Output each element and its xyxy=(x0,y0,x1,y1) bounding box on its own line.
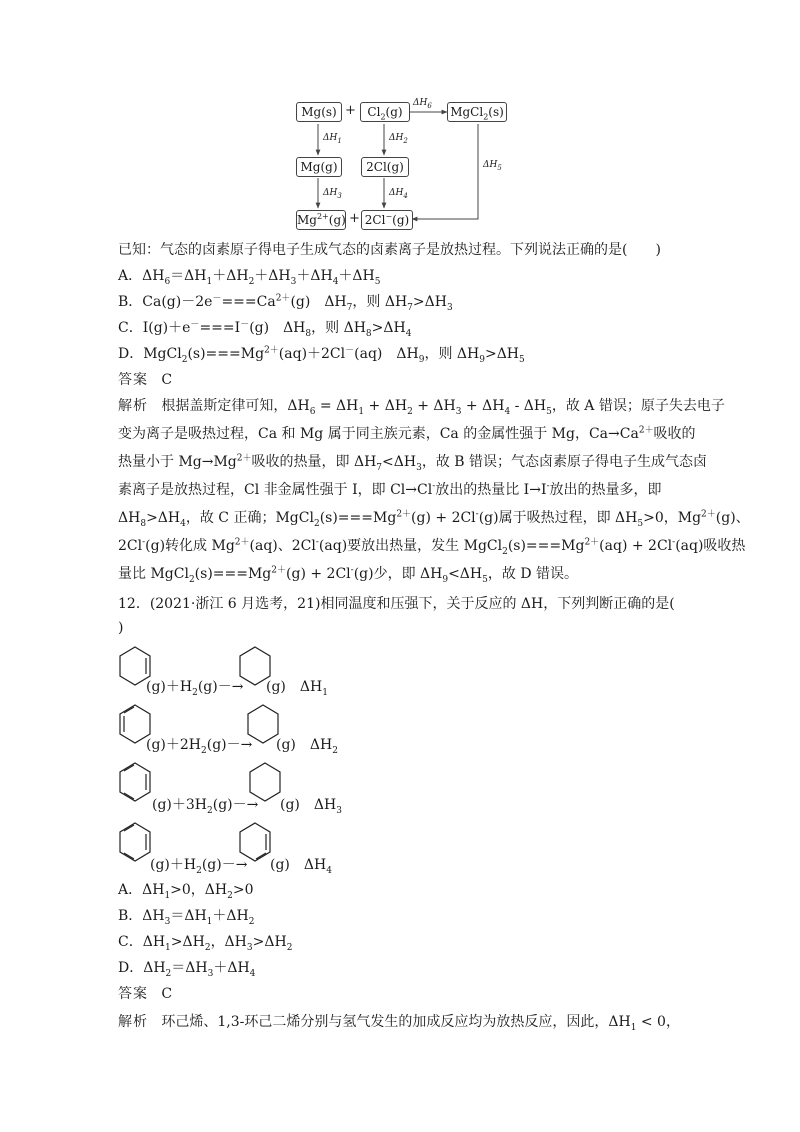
reaction-2-text-b: (g) $\Delta H_2$ xyxy=(276,737,338,756)
label-dh4: $\Delta H_4$ xyxy=(389,188,408,200)
cyclohexane-structure xyxy=(246,704,280,744)
label-dh3: $\Delta H_3$ xyxy=(323,188,342,200)
reaction-3-text-a: $(g)+3H_2(g)-\to$ xyxy=(152,797,259,816)
q11-analysis-line-5: $\Delta H_8>\Delta H_4$，故 C 正确；$MgCl_2(s)===Mg^{2+}(g) + 2Cl^-(g)$属于吸热过程，即 $\Delta H_5>0$，$Mg^{2+}(g)$、 xyxy=(118,509,750,529)
q12-option-d: D．$\Delta H_2=\Delta H_3+\Delta H_4$ xyxy=(118,960,256,979)
q11-analysis-line-7: 量比 $MgCl_2(s)===Mg^{2+}(g) + 2Cl^-(g)$少，即 $\Delta H_9<\Delta H_5$，故 D 错误。 xyxy=(118,565,578,585)
q11-option-d: D．$MgCl_2(s)===Mg^{2+}(aq)+2Cl^-(aq)$ $\Delta H_9$，则 $\Delta H_9>\Delta H_5$ xyxy=(118,345,525,365)
reaction-2-text-a: $(g)+2H_2(g)-\to$ xyxy=(146,737,253,756)
cyclohexane-structure xyxy=(248,762,282,802)
q11-analysis-line-2: 变为离子是吸热过程，Ca 和 Mg 属于同主族元素，Ca 的金属性强于 Mg，$Ca\to Ca^{2+}$吸收的 xyxy=(118,425,696,442)
reaction-3-text-b: (g) $\Delta H_3$ xyxy=(280,797,342,816)
q11-analysis-line-6: 2Cl-(g)转化成 $Mg^{2+}(aq)$、2Cl-(aq)要放出热量，发生 $MgCl_2(s)===Mg^{2+}(aq) + 2Cl^-(aq)$吸收热 xyxy=(118,537,746,557)
q12-analysis: 解析 环己烯、1,3-环己二烯分别与氢气发生的加成反应均为放热反应，因此，$\Delta H_1 < 0$， xyxy=(118,1014,680,1033)
arrow-dh5 xyxy=(412,124,478,219)
q11-option-a: A．$\Delta H_6=\Delta H_1+\Delta H_2+\Delta H_3+\Delta H_4+\Delta H_5$ xyxy=(118,268,381,287)
q12-option-b: B．$\Delta H_3=\Delta H_1+\Delta H_2$ xyxy=(118,908,255,927)
plus-sign: + xyxy=(349,211,360,226)
q11-option-c: C．I(g)＋e－===I－(g) $\Delta H_8$，则 $\Delta H_8>\Delta H_4$ xyxy=(118,319,412,339)
benzene-structure xyxy=(118,762,152,802)
q11-option-b: B．$Ca(g)-2e^-===Ca^{2+}(g)$ $\Delta H_7$，则 $\Delta H_7>\Delta H_3$ xyxy=(118,293,453,313)
q12-option-c: C．$\Delta H_1>\Delta H_2$，$\Delta H_3>\Delta H_2$ xyxy=(118,934,293,953)
q12-answer: 答案 C xyxy=(118,986,173,1002)
box-cl2-g: $Cl_2(g)$ xyxy=(360,102,410,122)
box-mg2plus-g: $Mg^{2+}(g)$ xyxy=(296,210,346,230)
reaction-1-text-b: (g) $\Delta H_1$ xyxy=(266,679,328,698)
q12-stem-line-2: ) xyxy=(118,620,124,636)
box-2cl-g: 2Cl(g) xyxy=(361,157,409,177)
q12-stem-line-1: 12．(2021·浙江 6 月选考，21)相同温度和压强下，关于反应的 ΔH，下列判断正确的是( xyxy=(118,596,675,612)
cyclohexadiene-structure xyxy=(238,822,272,862)
reaction-4-text-a: $(g)+H_2(g)-\to$ xyxy=(150,857,248,876)
q11-analysis-line-4: 素离子是放热过程，Cl 非金属性强于 I，即 Cl→Cl-放出的热量比 I→I-放出的热量多，即 xyxy=(118,481,662,498)
label-dh6: $\Delta H_6$ xyxy=(413,98,432,110)
label-dh5: $\Delta H_5$ xyxy=(483,160,502,172)
plus-sign: + xyxy=(345,103,356,118)
q11-analysis-line-1: 解析 根据盖斯定律可知，$\Delta H_6 = \Delta H_1 + \Delta H_2 + \Delta H_3 + \Delta H_4 - \Delta H_5$，故 A 错误；原子失去电子 xyxy=(118,398,725,417)
reaction-1-text-a: $(g)+H_2(g)-\to$ xyxy=(146,679,244,698)
reaction-4-text-b: (g) $\Delta H_4$ xyxy=(270,857,332,876)
q11-stem: 已知：气态的卤素原子得电子生成气态的卤素离子是放热过程。下列说法正确的是( ) xyxy=(118,242,661,258)
box-mg-s: Mg(s) xyxy=(296,102,342,122)
box-mgcl2-s: MgCl$_2$(s) xyxy=(447,102,507,122)
q12-option-a: A．$\Delta H_1>0$，$\Delta H_2>0$ xyxy=(118,882,254,901)
box-mg-g: Mg(g) xyxy=(296,157,342,177)
q11-analysis-line-3: 热量小于 $Mg\to Mg^{2+}$吸收的热量，即 $\Delta H_7<\Delta H_3$，故 B 错误；气态卤素原子得电子生成气态卤 xyxy=(118,453,708,473)
benzene-structure xyxy=(118,822,152,862)
q11-answer: 答案 C xyxy=(118,372,173,388)
label-dh2: $\Delta H_2$ xyxy=(389,133,408,145)
label-dh1: $\Delta H_1$ xyxy=(323,133,342,145)
box-2cl-minus-g: 2Cl−(g) xyxy=(361,210,413,230)
